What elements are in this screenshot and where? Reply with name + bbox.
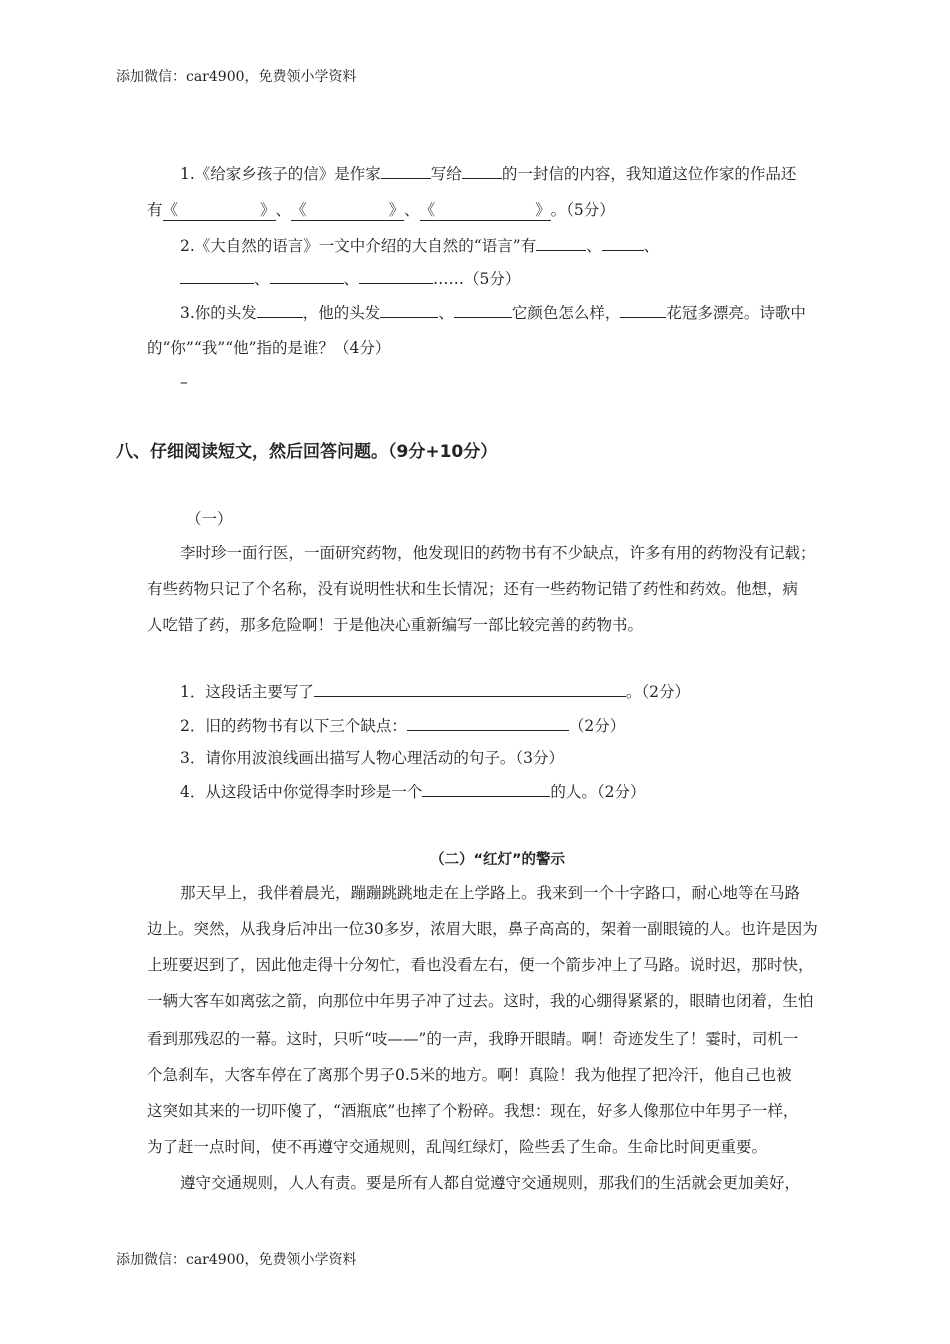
q7-2-sep-4: 、	[343, 270, 360, 288]
question-7-1-line2	[147, 198, 615, 221]
q7-3-text-d: 它颜色怎么样，	[511, 304, 621, 322]
part-2-line-6: 个急刹车，大客车停在了离那个男子0.5米的地方。啊！真险！我为他捏了把冷汗，他自己也被	[147, 1066, 792, 1084]
part-1-question-3: 3．请你用波浪线画出描写人物心理活动的句子。（3分）	[180, 749, 564, 767]
page-footer: 添加微信：car4900，免费领小学资料	[116, 1252, 357, 1268]
part-2-line-7: 这突如其来的一切吓傻了，“酒瓶底”也摔了个粉碎。我想：现在，好多人像那位中年男子一样，	[147, 1102, 799, 1120]
q7-3-blank-4[interactable]	[620, 300, 666, 318]
p1-q1-end: 。（2分）	[625, 683, 690, 701]
p1-q2-text: 2．旧的药物书有以下三个缺点：	[180, 717, 407, 735]
q7-2-sep-1: 、	[586, 237, 602, 255]
question-7-3-line2: 的“你”“我”“他”指的是谁？（4分）	[147, 339, 391, 357]
part-1-line-1: 李时珍一面行医，一面研究药物，他发现旧的药物书有不少缺点，许多有用的药物没有记载；	[180, 544, 816, 562]
q7-2-text-a: 2.《大自然的语言》一文中介绍的大自然的“语言”有	[180, 237, 537, 255]
question-7-2-line2	[180, 266, 520, 289]
q7-3-blank-3[interactable]	[454, 300, 512, 318]
q7-1-text-b: 写给	[430, 165, 462, 183]
part-2-line-3: 上班要迟到了，因此他走得十分匆忙，看也没看左右，便一个箭步冲上了马路。说时迟，那时快，	[147, 956, 814, 974]
part-1-question-2	[180, 713, 625, 736]
question-7-1-line1	[180, 161, 796, 184]
q7-3-blank-2[interactable]	[380, 300, 438, 318]
q7-1-book-2[interactable]: 《 》	[291, 198, 404, 221]
page-header: 添加微信：car4900，免费领小学资料	[116, 69, 357, 85]
q7-2-blank-3[interactable]	[180, 266, 254, 284]
part-1-line-2: 有些药物只记了个名称，没有说明性状和生长情况；还有一些药物记错了药性和药效。他想，病	[147, 580, 799, 598]
q7-2-sep-3: 、	[254, 270, 270, 288]
part-2-line-5: 看到那残忍的一幕。这时，只听“吱——”的一声，我睁开眼睛。啊！奇迹发生了！霎时，司机一	[147, 1030, 799, 1048]
part-2-title: （二）“红灯”的警示	[430, 852, 566, 868]
q7-2-blank-2[interactable]	[602, 233, 644, 251]
q7-1-text-c: 的一封信的内容，我知道这位作家的作品还	[501, 165, 797, 183]
p1-q1-blank[interactable]	[314, 679, 626, 697]
question-7-3-line1	[180, 300, 806, 323]
q7-2-blank-5[interactable]	[359, 266, 433, 284]
q7-3-text-e: 花冠多漂亮。诗歌中	[666, 304, 806, 322]
part-1-label: （一）	[186, 510, 233, 528]
q7-2-end: ……（5分）	[433, 270, 521, 288]
q7-1-book-1[interactable]: 《 》	[163, 198, 276, 221]
p1-q4-end: 的人。（2分）	[550, 783, 646, 801]
part-2-line-4: 一辆大客车如离弦之箭，向那位中年男子冲了过去。这时，我的心绷得紧紧的，眼睛也闭着，生怕	[147, 992, 814, 1010]
question-7-2-line1	[180, 233, 659, 256]
p1-q1-text: 1．这段话主要写了	[180, 683, 314, 701]
q7-3-blank-1[interactable]	[257, 300, 303, 318]
q7-1-book-3[interactable]: 《 》	[420, 198, 551, 221]
q7-1-text-a: 1.《给家乡孩子的信》是作家	[180, 165, 381, 183]
q7-3-text-b: ，他的头发	[302, 304, 381, 322]
q7-1-blank-author[interactable]	[381, 161, 431, 179]
q7-3-text-c: 、	[438, 304, 454, 322]
p1-q4-blank[interactable]	[422, 779, 550, 797]
q7-2-blank-1[interactable]	[536, 233, 586, 251]
q7-1-blank-recipient[interactable]	[462, 161, 502, 179]
part-2-line-9: 遵守交通规则，人人有责。要是所有人都自觉遵守交通规则，那我们的生活就会更加美好，	[180, 1174, 801, 1192]
q7-1-sep-1: 、	[275, 201, 292, 219]
part-1-line-3: 人吃错了药，那多危险啊！于是他决心重新编写一部比较完善的药物书。	[147, 616, 644, 634]
part-2-line-8: 为了赶一点时间，使不再遵守交通规则，乱闯红绿灯，险些丢了生命。生命比时间更重要。	[147, 1138, 768, 1156]
p1-q4-text: 4．从这段话中你觉得李时珍是一个	[180, 783, 423, 801]
q7-1-end: 。（5分）	[550, 201, 615, 219]
p1-q2-end: （2分）	[568, 717, 626, 735]
q7-1-sep-2: 、	[404, 201, 420, 219]
section-8-title: 八、仔细阅读短文，然后回答问题。（9分+10分）	[116, 442, 498, 462]
q7-3-text-a: 3.你的头发	[180, 304, 257, 322]
q7-2-sep-2: 、	[643, 237, 660, 255]
part-2-line-1: 那天早上，我伴着晨光，蹦蹦跳跳地走在上学路上。我来到一个十字路口，耐心地等在马路	[180, 884, 801, 902]
stray-dash: –	[180, 373, 188, 391]
part-1-question-4	[180, 779, 646, 802]
q7-1-text-d: 有	[147, 201, 163, 219]
p1-q2-blank[interactable]	[407, 713, 569, 731]
q7-2-blank-4[interactable]	[270, 266, 344, 284]
part-1-question-1	[180, 679, 690, 702]
part-2-line-2: 边上。突然，从我身后冲出一位30多岁，浓眉大眼，鼻子高高的，架着一副眼镜的人。也许是因为	[147, 920, 818, 938]
